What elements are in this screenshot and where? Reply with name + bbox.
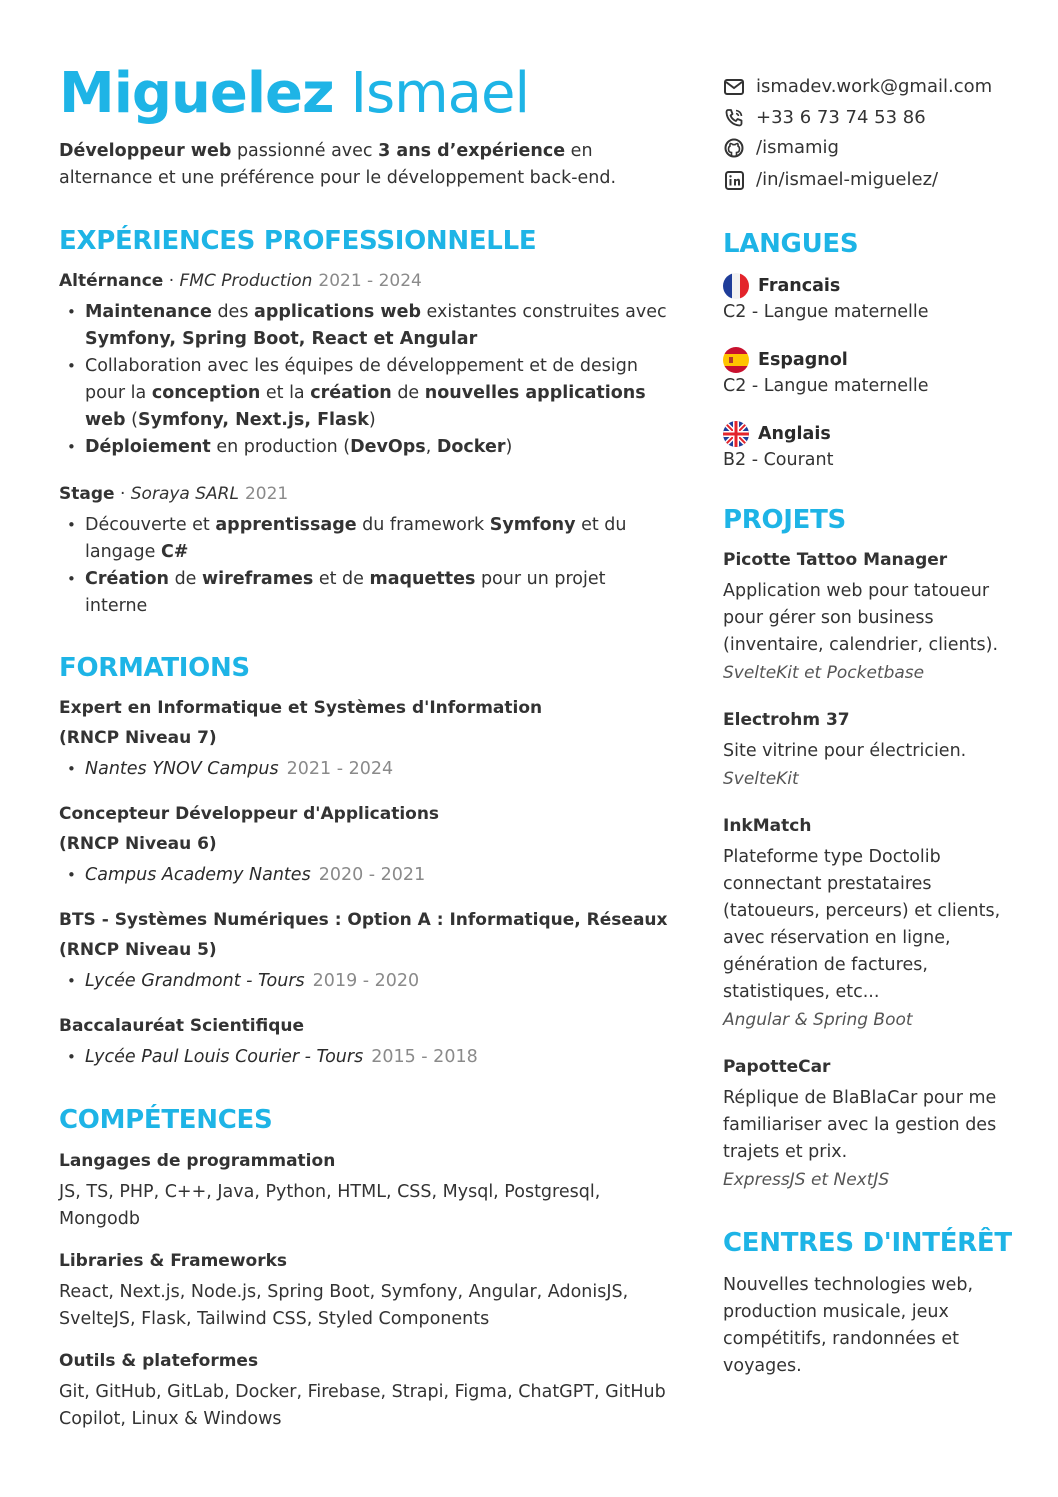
education-entry: [59, 799, 669, 889]
education-title: Expert en Informatique et Systèmes d'Information: [59, 698, 543, 718]
first-name: Miguelez: [59, 61, 334, 126]
language-level: B2 - Courant: [723, 450, 834, 470]
list-item: • Collaboration avec les équipes de développement et de design pour la conception et la création de nouvelles applications web (Symfony, Next.js, Flask): [59, 353, 669, 434]
interests-text: Nouvelles technologies web, production musicale, jeux compétitifs, randonnées et voyages.: [723, 1275, 974, 1376]
project-entry: [723, 814, 1023, 1034]
contact-email[interactable]: [723, 72, 1023, 102]
list-item: • Maintenance des applications web existantes construites avec Symfony, Spring Boot, React et Angular: [59, 299, 669, 353]
education-title: Baccalauréat Scientifique: [59, 1016, 305, 1036]
project-description: Plateforme type Doctolib connectant prestataires (tatoueurs, perceurs) et clients, avec réservation en ligne, génération de factures, statistiques, etc...: [723, 847, 1001, 1002]
education-level: (RNCP Niveau 5): [59, 940, 217, 960]
language-entry: [723, 421, 1023, 474]
contact-github[interactable]: [723, 133, 1023, 163]
project-description: Réplique de BlaBlaCar pour me familiariser avec la gestion des trajets et prix.: [723, 1088, 997, 1162]
list-item: • Déploiement en production (DevOps, Docker): [59, 434, 669, 461]
education-level: (RNCP Niveau 6): [59, 834, 217, 854]
github-icon: [723, 137, 745, 159]
project-description: Application web pour tatoueur pour gérer son business (inventaire, calendrier, clients).: [723, 581, 999, 655]
language-row: [723, 347, 1023, 373]
project-name: Picotte Tattoo Manager: [723, 550, 948, 570]
intro-text-part: passionné avec: [231, 141, 379, 161]
education-place: • Lycée Grandmont - Tours 2019 - 2020: [59, 967, 669, 995]
education-place: • Lycée Paul Louis Courier - Tours 2015 - 2018: [59, 1043, 669, 1071]
language-name: Espagnol: [758, 350, 848, 370]
skill-group-text: React, Next.js, Node.js, Spring Boot, Symfony, Angular, AdonisJS, SvelteJS, Flask, Tailwind CSS, Styled Components: [59, 1282, 629, 1329]
language-name: Francais: [758, 276, 841, 296]
skill-group: [59, 1249, 669, 1333]
project-tech: SvelteKit: [723, 769, 799, 789]
education-place: • Campus Academy Nantes 2020 - 2021: [59, 861, 669, 889]
language-level: C2 - Langue maternelle: [723, 302, 929, 322]
skill-group-text: Git, GitHub, GitLab, Docker, Firebase, Strapi, Figma, ChatGPT, GitHub Copilot, Linux & Windows: [59, 1382, 666, 1429]
language-row: [723, 273, 1023, 299]
job-dates: 2021: [244, 484, 289, 504]
education-entry: [59, 905, 669, 995]
job-header: [59, 269, 669, 293]
job-company: Soraya SARL: [130, 484, 239, 504]
job-bullets: [59, 299, 669, 461]
project-name: PapotteCar: [723, 1057, 831, 1077]
section-title-projects: PROJETS: [723, 505, 846, 535]
project-name: InkMatch: [723, 816, 812, 836]
intro-highlight: Développeur web: [59, 141, 232, 161]
education-entry: [59, 693, 669, 783]
section-title-interests: CENTRES D'INTÉRÊT: [723, 1228, 1012, 1258]
skill-group: [59, 1349, 669, 1433]
project-entry: [723, 708, 1023, 793]
phone-icon: [723, 107, 745, 129]
flag-uk-icon: [723, 421, 749, 447]
left-column: [59, 60, 669, 1433]
section-title-skills: COMPÉTENCES: [59, 1105, 273, 1135]
right-column: [723, 72, 1023, 1380]
language-row: [723, 421, 1023, 447]
intro-text: [59, 138, 669, 192]
skill-group-title: Langages de programmation: [59, 1151, 336, 1171]
separator: ·: [163, 271, 180, 291]
section-title-experience: EXPÉRIENCES PROFESSIONNELLE: [59, 226, 537, 256]
project-description: Site vitrine pour électricien.: [723, 741, 967, 761]
project-name: Electrohm 37: [723, 710, 850, 730]
phone-text[interactable]: +33 6 73 74 53 86: [756, 107, 926, 128]
intro-highlight: 3 ans d’expérience: [378, 141, 566, 161]
job-dates: 2021 - 2024: [318, 271, 422, 291]
job-company: FMC Production: [179, 271, 313, 291]
project-entry: [723, 548, 1023, 687]
email-text[interactable]: ismadev.work@gmail.com: [756, 76, 993, 97]
language-level: C2 - Langue maternelle: [723, 376, 929, 396]
linkedin-icon: [723, 169, 745, 191]
language-entry: [723, 273, 1023, 326]
skill-group: [59, 1149, 669, 1233]
education-entry: [59, 1011, 669, 1071]
flag-fr-icon: [723, 273, 749, 299]
education-place: • Nantes YNOV Campus 2021 - 2024: [59, 755, 669, 783]
list-item: • Création de wireframes et de maquettes pour un projet interne: [59, 566, 669, 620]
job-role: Stage: [59, 484, 115, 504]
last-name: Ismael: [350, 61, 530, 126]
full-name: [59, 60, 669, 128]
language-entry: [723, 347, 1023, 400]
intro-text-part: en alternance et une préférence pour le développement back-end.: [59, 141, 617, 188]
job-entry: [59, 269, 669, 461]
section-title-education: FORMATIONS: [59, 653, 250, 683]
project-tech: Angular & Spring Boot: [723, 1010, 913, 1030]
section-title-languages: LANGUES: [723, 229, 859, 259]
contact-linkedin[interactable]: [723, 165, 1023, 195]
job-header: [59, 482, 669, 506]
job-bullets: [59, 512, 669, 620]
skill-group-title: Outils & plateformes: [59, 1351, 259, 1371]
linkedin-text[interactable]: /in/ismael-miguelez/: [756, 169, 939, 190]
skill-group-title: Libraries & Frameworks: [59, 1251, 288, 1271]
project-tech: SvelteKit et Pocketbase: [723, 663, 925, 683]
job-entry: [59, 482, 669, 620]
github-text[interactable]: /ismamig: [756, 137, 839, 158]
job-role: Altérnance: [59, 271, 164, 291]
skill-group-text: JS, TS, PHP, C++, Java, Python, HTML, CSS, Mysql, Postgresql, Mongodb: [59, 1182, 601, 1229]
mail-icon: [723, 76, 745, 98]
education-title: BTS - Systèmes Numériques : Option A : Informatique, Réseaux: [59, 910, 668, 930]
separator: ·: [114, 484, 131, 504]
contact-phone[interactable]: [723, 103, 1023, 133]
project-tech: ExpressJS et NextJS: [723, 1170, 890, 1190]
project-entry: [723, 1055, 1023, 1194]
education-level: (RNCP Niveau 7): [59, 728, 217, 748]
list-item: • Découverte et apprentissage du framework Symfony et du langage C#: [59, 512, 669, 566]
education-title: Concepteur Développeur d'Applications: [59, 804, 440, 824]
language-name: Anglais: [758, 424, 831, 444]
flag-es-icon: [723, 347, 749, 373]
